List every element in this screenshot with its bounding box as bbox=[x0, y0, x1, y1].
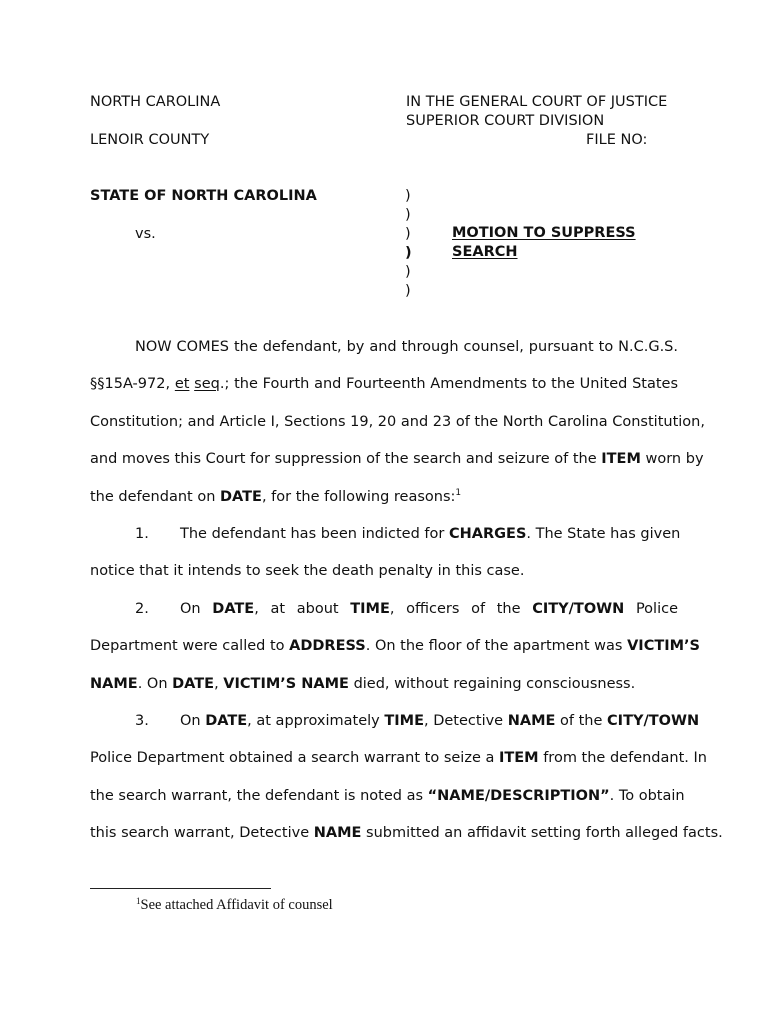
paren: ) bbox=[405, 283, 411, 299]
paragraph-line: notice that it intends to seek the death penalty in this case. bbox=[90, 563, 525, 580]
paragraph-line: 2. On DATE, at about TIME, officers of the CITY/TOWN Police bbox=[135, 600, 678, 617]
footnote bbox=[136, 897, 333, 914]
paragraph-number: 1. bbox=[135, 525, 149, 542]
paren: ) bbox=[405, 207, 411, 223]
paragraph-line: Department were called to ADDRESS. On the floor of the apartment was VICTIM’S bbox=[90, 638, 701, 655]
caption-paren-column bbox=[405, 187, 412, 301]
caption-county: LENOIR COUNTY bbox=[90, 132, 210, 148]
paren: ) bbox=[405, 245, 412, 261]
paragraph-line: Police Department obtained a search warrant to seize a ITEM from the defendant. In bbox=[90, 750, 707, 767]
intro-line: NOW COMES the defendant, by and through counsel, pursuant to N.C.G.S. bbox=[135, 339, 678, 355]
paren: ) bbox=[405, 226, 411, 242]
intro-line: the defendant on DATE, for the following reasons:$^1$ bbox=[90, 487, 462, 505]
footnote-number: 1 bbox=[136, 896, 141, 906]
numbered-paragraph-2 bbox=[90, 599, 701, 711]
motion-body bbox=[90, 337, 723, 860]
footnote-text: See attached Affidavit of counsel bbox=[140, 897, 333, 913]
intro-line: Constitution; and Article I, Sections 19, 20 and 23 of the North Carolina Constitution, bbox=[90, 413, 705, 430]
caption-court-line1: IN THE GENERAL COURT OF JUSTICE bbox=[406, 94, 668, 110]
caption-court-line2: SUPERIOR COURT DIVISION bbox=[406, 113, 605, 129]
footnote-marker: 1 bbox=[455, 487, 462, 498]
paren: ) bbox=[405, 188, 411, 204]
paragraph-line: the search warrant, the defendant is noted as “NAME/DESCRIPTION”. To obtain bbox=[90, 787, 685, 804]
caption-plaintiff: STATE OF NORTH CAROLINA bbox=[90, 188, 317, 204]
intro-line: and moves this Court for suppression of the search and seizure of the ITEM worn by bbox=[90, 451, 704, 468]
paren: ) bbox=[405, 264, 411, 280]
intro-line: §§15A-972, et seq.; the Fourth and Fourteenth Amendments to the United States bbox=[90, 376, 678, 393]
footnote-separator bbox=[90, 888, 271, 889]
motion-title-line1: MOTION TO SUPPRESS bbox=[452, 225, 636, 241]
paragraph-line: 1. The defendant has been indicted for CHARGES. The State has given bbox=[135, 525, 681, 542]
motion-title-line2: SEARCH bbox=[452, 244, 518, 260]
paragraph-line: 3. On DATE, at approximately TIME, Detective NAME of the CITY/TOWN bbox=[135, 712, 700, 729]
paragraph-line: NAME. On DATE, VICTIM’S NAME died, without regaining consciousness. bbox=[90, 675, 636, 692]
numbered-paragraph-1 bbox=[90, 524, 681, 599]
caption-file-no: FILE NO: bbox=[586, 132, 648, 148]
paragraph-number: 3. bbox=[135, 712, 149, 729]
paragraph-number: 2. bbox=[135, 600, 149, 617]
intro-paragraph bbox=[90, 337, 705, 524]
caption-state: NORTH CAROLINA bbox=[90, 94, 221, 110]
paragraph-line: this search warrant, Detective NAME submitted an affidavit setting forth alleged facts. bbox=[90, 825, 723, 842]
caption-versus: vs. bbox=[135, 226, 156, 242]
numbered-paragraph-3 bbox=[90, 711, 723, 861]
